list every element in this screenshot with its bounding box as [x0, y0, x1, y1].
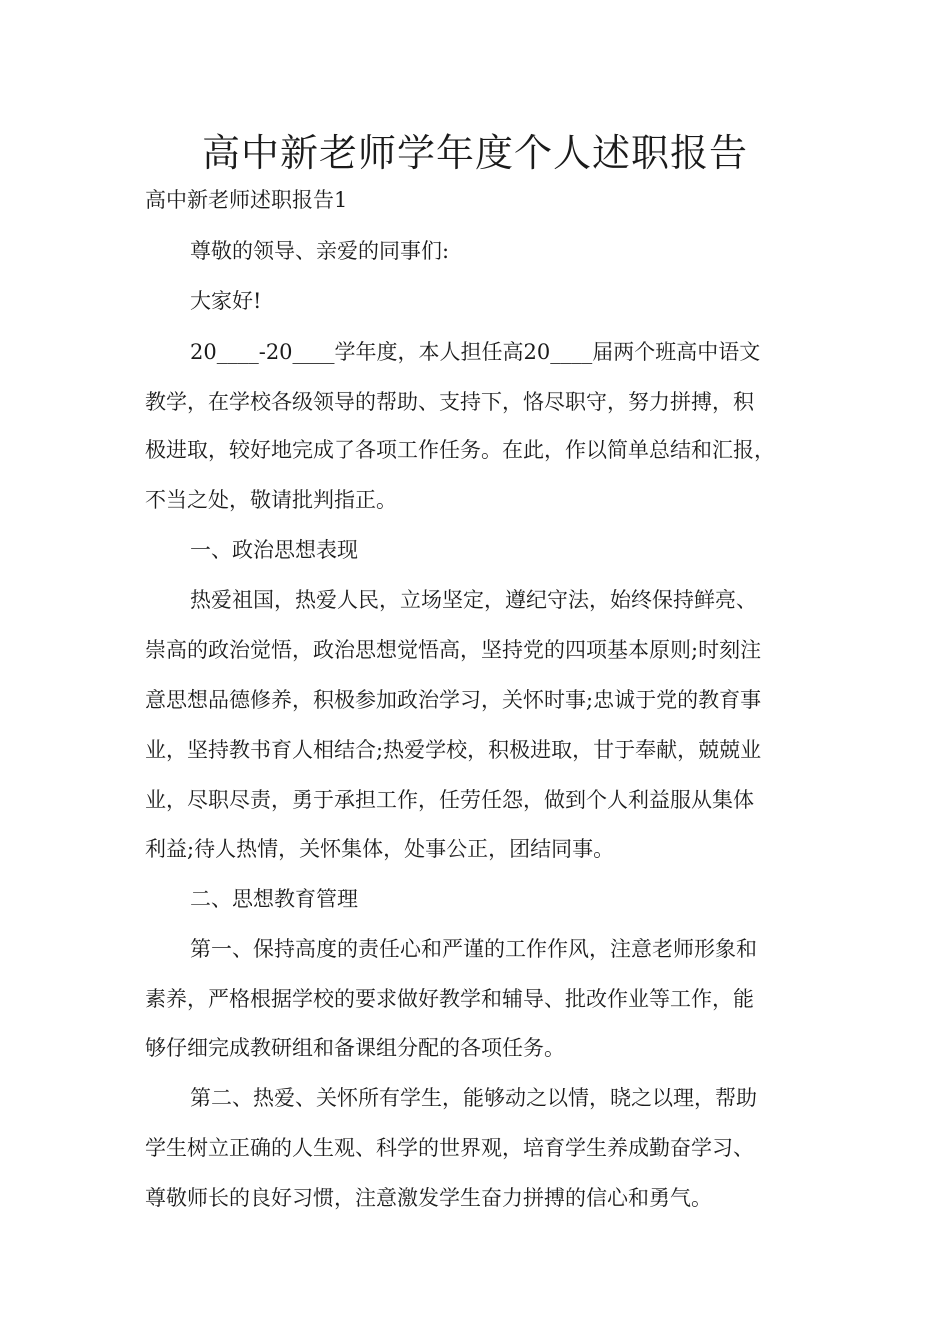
paragraph-line: 业，尽职尽责，勇于承担工作，任劳任怨，做到个人利益服从集体	[145, 788, 754, 812]
paragraph-line: 崇高的政治觉悟，政治思想觉悟高，坚持党的四项基本原则;时刻注	[145, 638, 762, 662]
section-heading: 二、思想教育管理	[190, 887, 358, 911]
paragraph-line: 极进取，较好地完成了各项工作任务。在此，作以简单总结和汇报，	[145, 438, 775, 462]
paragraph-line: 第一、保持高度的责任心和严谨的工作作风，注意老师形象和	[190, 937, 757, 961]
paragraph-line: 教学，在学校各级领导的帮助、支持下，恪尽职守，努力拼搏，积	[145, 390, 754, 414]
hello-line: 大家好!	[190, 289, 262, 313]
greeting-line: 尊敬的领导、亲爱的同事们:	[190, 239, 450, 263]
paragraph-line: 够仔细完成教研组和备课组分配的各项任务。	[145, 1036, 565, 1060]
section-heading: 一、政治思想表现	[190, 538, 358, 562]
paragraph-line: 业，坚持教书育人相结合;热爱学校，积极进取，甘于奉献，兢兢业	[145, 738, 762, 762]
paragraph-line: 素养，严格根据学校的要求做好教学和辅导、批改作业等工作，能	[145, 987, 754, 1011]
paragraph-line: 尊敬师长的良好习惯，注意激发学生奋力拼搏的信心和勇气。	[145, 1186, 712, 1210]
document-title: 高中新老师学年度个人述职报告	[201, 131, 748, 175]
paragraph-line: 热爱祖国，热爱人民，立场坚定，遵纪守法，始终保持鲜亮、	[190, 588, 757, 612]
paragraph-line: 意思想品德修养，积极参加政治学习，关怀时事;忠诚于党的教育事	[145, 688, 762, 712]
paragraph-line: 不当之处，敬请批判指正。	[145, 488, 397, 512]
paragraph-line: 学生树立正确的人生观、科学的世界观，培育学生养成勤奋学习、	[145, 1136, 754, 1160]
paragraph-line: 利益;待人热情，关怀集体，处事公正，团结同事。	[145, 837, 615, 861]
paragraph-line: 20____-20____学年度，本人担任高20____届两个班高中语文	[190, 340, 761, 364]
document-subtitle: 高中新老师述职报告1	[145, 188, 348, 212]
paragraph-line: 第二、热爱、关怀所有学生，能够动之以情，晓之以理，帮助	[190, 1086, 757, 1110]
